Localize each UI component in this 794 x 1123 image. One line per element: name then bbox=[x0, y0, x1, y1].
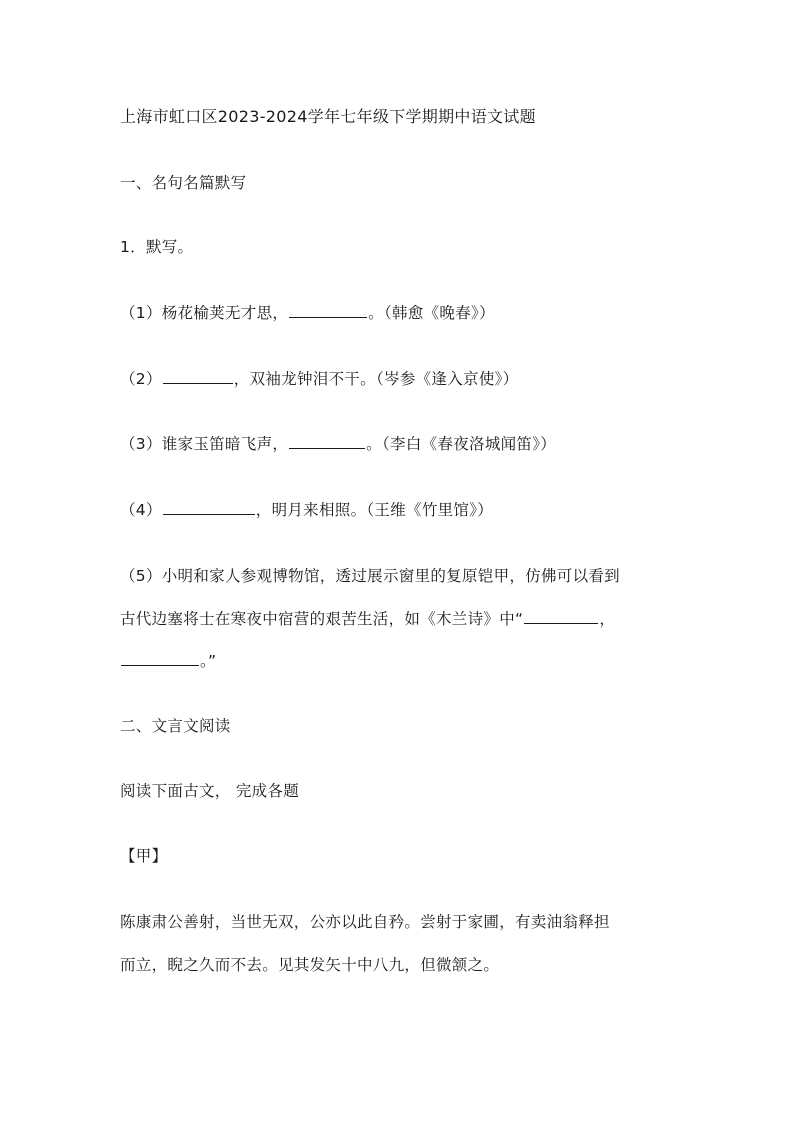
answer-blank[interactable] bbox=[163, 500, 255, 515]
item-text-before: 古代边塞将士在寒夜中宿营的艰苦生活，如《木兰诗》中“ bbox=[120, 610, 524, 628]
item-1 bbox=[120, 303, 495, 323]
item-5-line-2 bbox=[120, 609, 615, 629]
item-3 bbox=[120, 434, 556, 454]
item-text-before: 杨花榆荚无才思， bbox=[161, 304, 289, 322]
answer-blank[interactable] bbox=[121, 651, 199, 666]
item-text-before: 谁家玉笛暗飞声， bbox=[161, 435, 289, 453]
item-number: （3） bbox=[120, 435, 162, 453]
item-number: （4） bbox=[120, 501, 162, 519]
item-number: （2） bbox=[120, 370, 162, 388]
item-5-line-3 bbox=[120, 651, 216, 671]
section-heading-2: 二、文言文阅读 bbox=[120, 717, 231, 735]
item-5-line-1: （5）小明和家人参观博物馆，透过展示窗里的复原铠甲，仿佛可以看到 bbox=[120, 567, 620, 585]
item-text-after: ，双袖龙钟泪不干。（岑参《逢入京使》） bbox=[233, 370, 519, 388]
question-1: 1．默写。 bbox=[120, 238, 194, 256]
passage-line-2: 而立，睨之久而不去。见其发矢十中八九，但微颔之。 bbox=[120, 956, 500, 974]
document-title: 上海市虹口区2023-2024学年七年级下学期期中语文试题 bbox=[120, 107, 536, 126]
answer-blank[interactable] bbox=[289, 303, 367, 318]
item-text-after: 。” bbox=[200, 652, 217, 670]
item-text-after: ，明月来相照。（王维《竹里馆》） bbox=[255, 501, 494, 519]
item-2 bbox=[120, 369, 518, 389]
answer-blank[interactable] bbox=[163, 369, 233, 384]
reading-instruction: 阅读下面古文， 完成各题 bbox=[120, 782, 300, 800]
item-4 bbox=[120, 500, 493, 520]
passage-line-1: 陈康肃公善射，当世无双，公亦以此自矜。尝射于家圃，有卖油翁释担 bbox=[120, 913, 610, 931]
item-text-after: 。（韩愈《晚春》） bbox=[368, 304, 495, 322]
answer-blank[interactable] bbox=[524, 609, 598, 624]
item-text-after: 。（李白《春夜洛城闻笛》） bbox=[366, 435, 557, 453]
passage-label: 【甲】 bbox=[120, 847, 168, 865]
item-number: （1） bbox=[120, 304, 162, 322]
answer-blank[interactable] bbox=[289, 434, 365, 449]
section-heading-1: 一、名句名篇默写 bbox=[120, 174, 247, 192]
item-text-after: ， bbox=[599, 610, 616, 628]
